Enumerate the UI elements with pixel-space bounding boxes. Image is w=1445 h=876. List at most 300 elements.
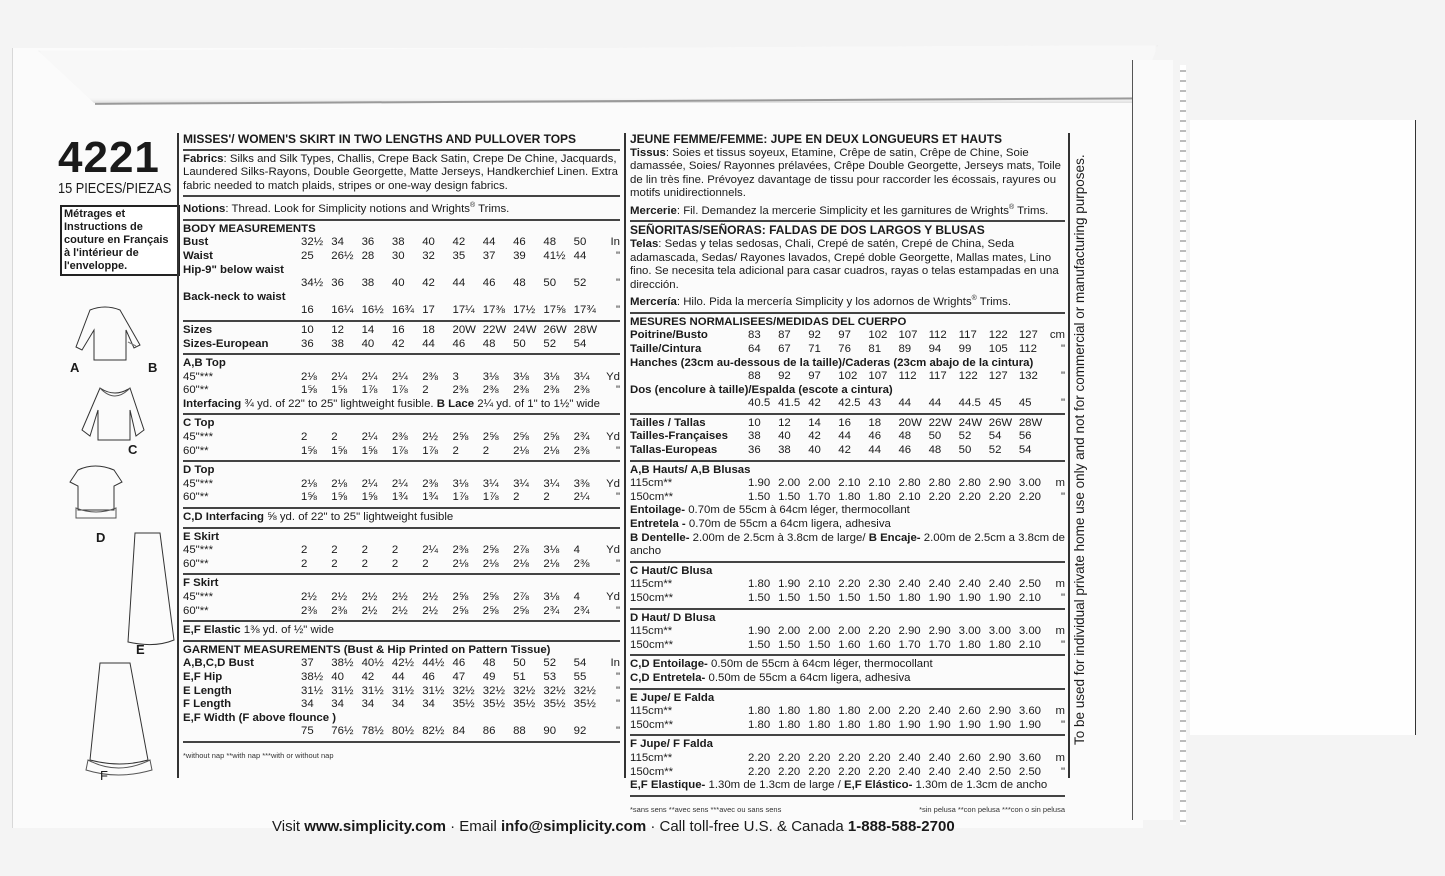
cell-value: 2.20 bbox=[748, 751, 771, 764]
table-row bbox=[630, 719, 1065, 733]
table-row bbox=[183, 478, 620, 492]
cell-value: 2.20 bbox=[778, 765, 801, 778]
cell-value: 42 bbox=[838, 444, 851, 457]
unit-label: " bbox=[615, 249, 620, 262]
cell-value: 36 bbox=[361, 236, 375, 249]
cell-value: 3.00 bbox=[958, 625, 981, 638]
french-instructions-note: Métrages et Instructions de couture en Français à l'intérieur de l'enveloppe. bbox=[60, 205, 180, 276]
cell-value: 2⅛ bbox=[452, 557, 469, 570]
cell-value: 40½ bbox=[361, 657, 384, 670]
cell-value: 42 bbox=[361, 670, 375, 683]
cell-value: 43 bbox=[868, 397, 882, 410]
cell-value: 2⅝ bbox=[452, 591, 469, 604]
cell-value: 2.90 bbox=[988, 477, 1011, 490]
cell-value: 2⅛ bbox=[331, 477, 348, 490]
table-row bbox=[630, 491, 1065, 505]
rule bbox=[183, 573, 620, 575]
unit-label: " bbox=[615, 725, 620, 738]
note bbox=[630, 658, 1065, 672]
cell-value: 2 bbox=[513, 491, 520, 504]
cell-value: 2⅜ bbox=[573, 557, 590, 570]
cell-value: 2.20 bbox=[988, 490, 1011, 503]
unit-label: " bbox=[1060, 718, 1065, 731]
cell-value: 48 bbox=[928, 444, 942, 457]
row-label: 45"*** bbox=[183, 591, 214, 604]
unit-label bbox=[604, 324, 620, 338]
table-row bbox=[630, 417, 1065, 431]
cell-value: 34½ bbox=[301, 277, 324, 290]
cell-value: 35½ bbox=[543, 698, 566, 711]
table-row bbox=[183, 591, 620, 605]
cell-value: 2 bbox=[543, 491, 550, 504]
row-label: 115cm** bbox=[630, 578, 673, 591]
row-label bbox=[183, 277, 301, 291]
rule bbox=[630, 413, 1065, 415]
row-label bbox=[630, 370, 748, 384]
cell-value: 3⅛ bbox=[543, 591, 560, 604]
cell-value: 38 bbox=[391, 236, 405, 249]
cell-value: 34 bbox=[331, 698, 344, 711]
data-table bbox=[630, 578, 1065, 605]
cell-value: 3.00 bbox=[1018, 625, 1042, 638]
cell-value: 2⅜ bbox=[301, 604, 317, 617]
cell-value: 2¼ bbox=[391, 370, 408, 383]
english-title: MISSES'/ WOMEN'S SKIRT IN TWO LENGTHS AND PULLOVER TOPS bbox=[183, 132, 577, 146]
cell-value: 2.40 bbox=[958, 765, 981, 778]
cell-value: 2½ bbox=[422, 591, 439, 604]
cell-value: 92 bbox=[778, 370, 791, 383]
table-row bbox=[630, 705, 1065, 719]
cell-value: 127 bbox=[1018, 329, 1038, 342]
cell-value: 71 bbox=[808, 342, 821, 355]
cell-value: 2.00 bbox=[808, 477, 831, 490]
cell-value: 18 bbox=[868, 416, 882, 429]
website-link[interactable]: www.simplicity.com bbox=[304, 818, 446, 835]
cell-value: 1.80 bbox=[808, 705, 831, 718]
cell-value: 1.50 bbox=[778, 592, 801, 604]
cell-value: 2 bbox=[391, 544, 399, 557]
cell-value: 2 bbox=[422, 384, 429, 397]
cell-value: 81 bbox=[868, 342, 882, 355]
cell-value: 86 bbox=[482, 725, 496, 738]
cell-value: 1.60 bbox=[868, 638, 891, 651]
cell-value: 1.90 bbox=[778, 578, 801, 591]
cell-value: 25 bbox=[301, 249, 314, 262]
cell-value: 44 bbox=[838, 430, 851, 443]
cell-value: 26W bbox=[988, 416, 1013, 429]
cell-value: 127 bbox=[988, 370, 1008, 383]
cell-value: 2.40 bbox=[898, 751, 921, 764]
cell-value: 2.80 bbox=[928, 477, 951, 490]
cell-value: 2⅜ bbox=[482, 384, 499, 397]
view-label-f: F bbox=[100, 768, 108, 783]
unit-label: " bbox=[615, 670, 620, 683]
cell-value: 1.80 bbox=[778, 705, 801, 718]
cell-value: 17 bbox=[422, 304, 435, 317]
cell-value: 42 bbox=[391, 337, 405, 350]
cell-value: 2⅝ bbox=[452, 604, 469, 617]
note-bold: Interfacing bbox=[183, 397, 242, 410]
cell-value: 38½ bbox=[301, 670, 324, 683]
cell-value: 2½ bbox=[361, 591, 378, 604]
cell-value: 2.90 bbox=[988, 705, 1011, 718]
cell-value: 28 bbox=[361, 249, 375, 262]
cell-value: 49 bbox=[482, 670, 496, 683]
cell-value: 1.90 bbox=[1018, 718, 1042, 731]
cell-value: 46 bbox=[452, 657, 466, 670]
cell-value: 44 bbox=[898, 397, 912, 410]
row-label: A,B,C,D Bust bbox=[183, 657, 254, 670]
table-row bbox=[630, 639, 1065, 653]
unit-label: m bbox=[1055, 578, 1065, 591]
cell-value: 1.70 bbox=[808, 490, 831, 503]
row-label: Taille/Cintura bbox=[630, 342, 702, 355]
table-row bbox=[183, 445, 620, 459]
note-text: ⅝ yd. of 22" to 25" lightweight fusible bbox=[264, 511, 454, 524]
cell-value: 54 bbox=[988, 430, 1002, 443]
rule bbox=[630, 460, 1065, 462]
cell-value: 2⅜ bbox=[513, 384, 529, 397]
top-d-drawing bbox=[70, 466, 122, 518]
cell-value: 107 bbox=[898, 329, 918, 342]
cell-value: 2⅝ bbox=[452, 431, 469, 444]
divider bbox=[624, 133, 626, 778]
cell-value: 92 bbox=[573, 725, 587, 738]
top-ab-drawing bbox=[76, 307, 140, 360]
mercerie-text: Mercerie: Fil. Demandez la mercerie Simplicity et les garnitures de Wrights® Trims. bbox=[630, 203, 1049, 217]
body-measurements-title: BODY MEASUREMENTS bbox=[183, 222, 316, 235]
phone-number[interactable]: 1-888-588-2700 bbox=[847, 818, 955, 835]
cell-value: 16 bbox=[838, 416, 851, 429]
cell-value: 2⅞ bbox=[513, 544, 529, 557]
cell-value: 1.70 bbox=[898, 638, 921, 651]
table-row bbox=[630, 592, 1065, 606]
note bbox=[183, 398, 620, 412]
footnote-es: *sin pelusa **con pelusa ***con o sin pelusa bbox=[919, 804, 1065, 814]
cell-value: 112 bbox=[928, 329, 947, 342]
cell-value: 2.90 bbox=[928, 625, 951, 638]
cell-value: 4 bbox=[573, 591, 581, 604]
row-label: Hanches (23cm au-dessous de la taille)/Caderas (23cm abajo de la cintura) bbox=[630, 356, 1034, 369]
data-table bbox=[183, 371, 620, 398]
perforation bbox=[1180, 65, 1186, 825]
cell-value: 17⅜ bbox=[482, 304, 505, 317]
yardage-section-title: C Top bbox=[183, 417, 215, 430]
row-label: 115cm** bbox=[630, 625, 673, 638]
cell-value: 2.00 bbox=[808, 625, 831, 638]
rule bbox=[183, 741, 620, 743]
cell-value: 2 bbox=[361, 557, 368, 570]
rule bbox=[183, 195, 620, 197]
cell-value: 2.40 bbox=[898, 765, 921, 778]
cell-value: 32½ bbox=[573, 684, 596, 697]
pattern-number: 4221 bbox=[58, 133, 160, 182]
telas-text: Telas: Sedas y telas sedosas, Chali, Crepé de satén, Crepé de China, Seda adamascada, Sedas/ Rayones lavados, Crepé doble Georgette, Mallas mates, Lino fino. Se necesita tela adicional para casar cuadros, rayas o telas estampadas en una dirección. bbox=[630, 237, 1059, 291]
row-label: E Length bbox=[183, 684, 232, 697]
cell-value: 3⅛ bbox=[543, 544, 560, 557]
cell-value: 117 bbox=[928, 370, 947, 383]
unit-label: " bbox=[615, 604, 620, 617]
body-measurements-table bbox=[183, 236, 620, 318]
cell-value: 3.00 bbox=[1018, 477, 1042, 490]
cell-value: 44 bbox=[573, 249, 587, 262]
cell-value: 32 bbox=[422, 249, 435, 262]
cell-value: 48 bbox=[482, 337, 496, 350]
cell-value: 3⅛ bbox=[513, 370, 529, 383]
note-bold: Entretela - bbox=[630, 518, 686, 531]
cell-value: 99 bbox=[958, 342, 972, 355]
cell-value: 2.20 bbox=[898, 705, 921, 718]
cell-value: 2½ bbox=[422, 431, 439, 444]
data-table bbox=[183, 544, 620, 571]
note-text: 2¼ yd. of 1" to 1½" wide bbox=[474, 397, 600, 410]
cell-value: 64 bbox=[748, 342, 761, 355]
note-bold: E,F Elastique- bbox=[630, 779, 706, 792]
cell-value: 46 bbox=[482, 277, 496, 290]
cell-value: 89 bbox=[898, 342, 912, 355]
cell-value: 16 bbox=[391, 323, 405, 336]
cell-value: 82½ bbox=[422, 725, 445, 738]
unit-label: m bbox=[1055, 625, 1065, 638]
cell-value: 2.20 bbox=[868, 625, 891, 638]
cell-value: 2⅝ bbox=[482, 604, 499, 617]
pieces-count: 15 PIECES/PIEZAS bbox=[58, 180, 172, 197]
data-table bbox=[630, 477, 1065, 504]
registered-mark: ® bbox=[971, 295, 977, 303]
yardage-section-title: D Top bbox=[183, 464, 215, 477]
note-bold: B Encaje- bbox=[868, 531, 921, 544]
cell-value: 12 bbox=[778, 416, 791, 429]
note bbox=[630, 672, 1065, 686]
cell-value: 45 bbox=[1018, 397, 1032, 410]
cell-value: 3¼ bbox=[543, 477, 560, 490]
cell-value: 2.50 bbox=[988, 765, 1011, 778]
cell-value: 1.50 bbox=[748, 490, 771, 503]
cell-value: 3¼ bbox=[573, 370, 590, 383]
cell-value: 2⅜ bbox=[573, 384, 590, 397]
skirt-e-drawing bbox=[128, 533, 174, 645]
cell-value: 10 bbox=[748, 416, 761, 429]
cell-value: 3.00 bbox=[988, 625, 1011, 638]
cell-value: 2.40 bbox=[928, 751, 951, 764]
cell-value: 2.10 bbox=[808, 578, 831, 591]
cell-value: 17½ bbox=[513, 304, 536, 317]
cell-value: 76½ bbox=[331, 725, 354, 738]
rule bbox=[183, 149, 620, 151]
note bbox=[630, 532, 1065, 559]
rule bbox=[630, 561, 1065, 563]
unit-label: Yd bbox=[606, 477, 620, 490]
unit-label: " bbox=[1060, 638, 1065, 651]
cell-value: 2¼ bbox=[361, 431, 378, 444]
unit-label bbox=[1049, 444, 1065, 458]
cell-value: 2½ bbox=[391, 591, 408, 604]
cell-value: 42 bbox=[808, 430, 821, 443]
cell-value: 52 bbox=[543, 337, 557, 350]
cell-value: 2.20 bbox=[928, 490, 951, 503]
unit-label: In bbox=[610, 236, 620, 249]
row-label: 60"** bbox=[183, 491, 209, 504]
cell-value: 1.50 bbox=[778, 490, 801, 503]
cell-value: 1.50 bbox=[838, 592, 861, 604]
cell-value: 31½ bbox=[391, 684, 415, 697]
row-label bbox=[183, 304, 301, 318]
row-label: Bust bbox=[183, 236, 209, 249]
cell-value: 2⅝ bbox=[482, 431, 499, 444]
unit-label: " bbox=[615, 304, 620, 317]
cell-value: 48 bbox=[482, 657, 496, 670]
data-table bbox=[630, 329, 1065, 411]
cell-value: 1.90 bbox=[898, 718, 921, 731]
cell-value: 3.60 bbox=[1018, 705, 1042, 718]
unit-label: " bbox=[1060, 370, 1065, 383]
rule bbox=[630, 734, 1065, 736]
cell-value: 1.80 bbox=[838, 718, 861, 731]
cell-value: 102 bbox=[868, 329, 888, 342]
row-label: Hip-9" below waist bbox=[183, 263, 284, 276]
cell-value: 2.10 bbox=[868, 477, 891, 490]
table-row bbox=[630, 752, 1065, 766]
cell-value: 24W bbox=[513, 323, 537, 336]
cell-value: 1.90 bbox=[748, 477, 771, 490]
cell-value: 97 bbox=[838, 329, 851, 342]
cell-value: 1.80 bbox=[838, 705, 861, 718]
cell-value: 2 bbox=[331, 557, 338, 570]
cell-value: 54 bbox=[1018, 444, 1032, 457]
cell-value: 47 bbox=[452, 670, 466, 683]
cell-value: 2 bbox=[452, 444, 459, 457]
cell-value: 2⅛ bbox=[482, 557, 499, 570]
table-row bbox=[630, 370, 1065, 384]
cell-value: 2 bbox=[301, 557, 308, 570]
row-label: E,F Width (F above flounce ) bbox=[183, 711, 337, 724]
email-link[interactable]: info@simplicity.com bbox=[500, 818, 647, 835]
cell-value: 2½ bbox=[391, 604, 408, 617]
cell-value: 1.80 bbox=[808, 718, 831, 731]
tissus-text: Tissus: Soies et tissus soyeux, Etamine, Crêpe de satin, Crêpe de Chine, Soie damassée, Soies/ Rayonnes prélavées, Crêpe Double Georgette, Jerseys mats, Toile de lin très fine. Prévoyez davantage de tissu pour raccorder les écossais, rayures ou motifs unidirectionnels. bbox=[630, 146, 1061, 200]
row-label: 150cm** bbox=[630, 638, 674, 651]
cell-value: 1¾ bbox=[391, 491, 408, 504]
row-label bbox=[630, 397, 748, 411]
unit-label: m bbox=[1055, 477, 1065, 490]
cell-value: 52 bbox=[573, 277, 587, 290]
cell-value: 3⅛ bbox=[482, 370, 499, 383]
cell-value: 2.10 bbox=[1018, 638, 1042, 651]
cell-value: 2.50 bbox=[1018, 765, 1042, 778]
cell-value: 36 bbox=[301, 337, 314, 350]
cell-value: 52 bbox=[988, 444, 1002, 457]
cell-value: 2.20 bbox=[778, 751, 801, 764]
cell-value: 44 bbox=[452, 277, 466, 290]
note-bold: B Lace bbox=[436, 397, 475, 410]
cell-value: 2.90 bbox=[898, 625, 921, 638]
cell-value: 52 bbox=[543, 657, 557, 670]
cell-value: 1⅝ bbox=[331, 491, 348, 504]
cell-value: 2¼ bbox=[391, 477, 408, 490]
rule bbox=[630, 688, 1065, 690]
note bbox=[183, 624, 620, 638]
cell-value: 1⅞ bbox=[391, 444, 408, 457]
spanish-title: SEÑORITAS/SEÑORAS: FALDAS DE DOS LARGOS Y BLUSAS bbox=[630, 223, 985, 238]
unit-label: " bbox=[1060, 397, 1065, 410]
cell-value: 40 bbox=[361, 337, 375, 350]
cell-value: 1.80 bbox=[838, 490, 861, 503]
unit-label: m bbox=[1055, 705, 1065, 718]
note-text: 0.70m de 55cm a 64cm ligera, adhesiva bbox=[685, 518, 891, 531]
cell-value: 83 bbox=[748, 329, 761, 342]
note-text: ¾ yd. of 22" to 25" lightweight fusible. bbox=[241, 397, 437, 410]
unit-label: " bbox=[1060, 490, 1065, 503]
table-row bbox=[183, 431, 620, 445]
cell-value: 122 bbox=[958, 370, 978, 383]
note-bold: Entoilage- bbox=[630, 504, 686, 517]
unit-label: " bbox=[1060, 765, 1065, 778]
cell-value: 40 bbox=[391, 277, 405, 290]
unit-label: " bbox=[615, 557, 620, 570]
cell-value: 2.40 bbox=[928, 578, 951, 591]
row-label: Tailles / Tallas bbox=[630, 416, 706, 429]
label-row bbox=[183, 291, 620, 305]
cell-value: 1.90 bbox=[988, 718, 1011, 731]
cell-value: 2⅛ bbox=[513, 557, 529, 570]
cell-value: 1.90 bbox=[928, 718, 951, 731]
cell-value: 37 bbox=[301, 657, 314, 670]
cell-value: 35 bbox=[452, 249, 466, 262]
cell-value: 105 bbox=[988, 342, 1008, 355]
cell-value: 36 bbox=[748, 444, 761, 457]
row-label: 60"** bbox=[183, 557, 209, 570]
cell-value: 1.90 bbox=[958, 592, 981, 604]
table-row bbox=[183, 304, 620, 318]
cell-value: 75 bbox=[301, 725, 314, 738]
table-row bbox=[183, 685, 620, 699]
cell-value: 2⅞ bbox=[513, 591, 529, 604]
yardage-section-title: F Skirt bbox=[183, 577, 219, 590]
cell-value: 14 bbox=[361, 323, 375, 336]
unit-label: " bbox=[615, 491, 620, 504]
cell-value: 1.80 bbox=[748, 705, 771, 718]
note-text: 1⅜ yd. of ½" wide bbox=[240, 624, 334, 637]
rule bbox=[630, 654, 1065, 656]
data-table bbox=[630, 705, 1065, 732]
cell-value: 2.80 bbox=[958, 477, 981, 490]
cell-value: 2.40 bbox=[928, 765, 951, 778]
cell-value: 2½ bbox=[422, 604, 439, 617]
cell-value: 2⅝ bbox=[513, 604, 529, 617]
rule bbox=[183, 320, 620, 322]
cell-value: 20W bbox=[898, 416, 922, 429]
cell-value: 1.80 bbox=[868, 490, 891, 503]
row-label: 45"*** bbox=[183, 477, 214, 490]
cell-value: 2.30 bbox=[868, 578, 891, 591]
data-table bbox=[183, 591, 620, 618]
row-label: Sizes bbox=[183, 323, 213, 336]
cell-value: 54 bbox=[573, 337, 587, 350]
row-label: 115cm** bbox=[630, 705, 673, 718]
cell-value: 2¼ bbox=[331, 370, 348, 383]
cell-value: 44 bbox=[422, 337, 435, 350]
table-row bbox=[183, 657, 620, 671]
garment-measurements-table bbox=[183, 657, 620, 739]
cell-value: 1⅝ bbox=[301, 444, 317, 457]
cell-value: 2.10 bbox=[1018, 592, 1042, 604]
cell-value: 52 bbox=[958, 430, 972, 443]
cell-value: 46 bbox=[898, 444, 912, 457]
cell-value: 3¼ bbox=[482, 477, 499, 490]
footnote-fr: *sans sens **avec sens ***avec ou sans sens bbox=[630, 804, 782, 814]
table-row bbox=[183, 371, 620, 385]
row-label: 60"** bbox=[183, 444, 209, 457]
